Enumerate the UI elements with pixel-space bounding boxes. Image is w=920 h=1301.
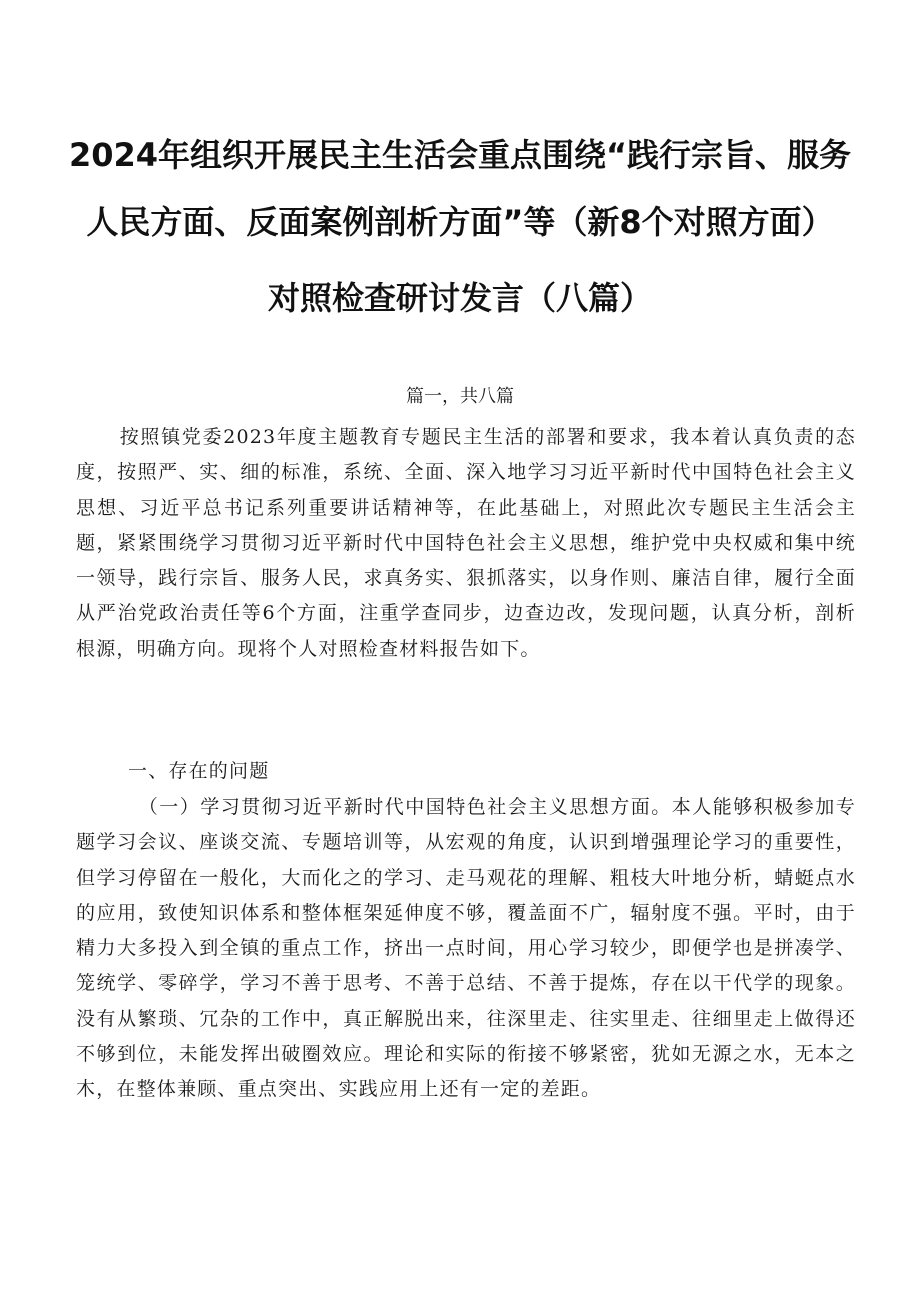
section-paragraph: （一）学习贯彻习近平新时代中国特色社会主义思想方面。本人能够积极参加专题学习会议、座谈交流、专题培训等，从宏观的角度，认识到增强理论学习的重要性，但学习停留在一般化，大而化之的学习、走马观花的理解、粗枝大叶地分析，蜻蜓点水的应用，致使知识体系和整体框架延伸度不够，覆盖面不广，辐射度不强。平时，由于精力大多投入到全镇的重点工作，挤出一点时间，用心学习较少，即便学也是拼凑学、笼统学、零碎学，学习不善于思考、不善于总结、不善于提炼，存在以干代学的现象。没有从繁琐、冗杂的工作中，真正解脱出来，往深里走、往实里走、往细里走上做得还不够到位，未能发挥出破圈效应。理论和实际的衔接不够紧密，犹如无源之水，无本之木，在整体兼顾、重点突出、实践应用上还有一定的差距。 bbox=[76, 796, 856, 1101]
intro-paragraph: 按照镇党委2023年度主题教育专题民主生活的部署和要求，我本着认真负责的态度，按照严、实、细的标准，系统、全面、深入地学习习近平新时代中国特色社会主义思想、习近平总书记系列重要讲话精神等，在此基础上，对照此次专题民主生活会主题，紧紧围绕学习贯彻习近平新时代中国特色社会主义思想，维护党中央权威和集中统一领导，践行宗旨、服务人民，求真务实、狠抓落实，以身作则、廉洁自律，履行全面从严治党政治责任等6个方面，注重学查同步，边查边改，发现问题，认真分析，剖析根源，明确方向。现将个人对照检查材料报告如下。 bbox=[76, 426, 856, 660]
document-title-line-1: 2024年组织开展民主生活会重点围绕“践行宗旨、服务 bbox=[68, 136, 852, 174]
section-heading: 一、存在的问题 bbox=[128, 760, 270, 782]
document-title-line-3: 对照检查研讨发言（八篇） bbox=[267, 279, 652, 317]
document-title-line-2: 人民方面、反面案例剖析方面”等（新8个对照方面） bbox=[86, 203, 834, 241]
document-subheading: 篇一，共八篇 bbox=[406, 386, 514, 407]
